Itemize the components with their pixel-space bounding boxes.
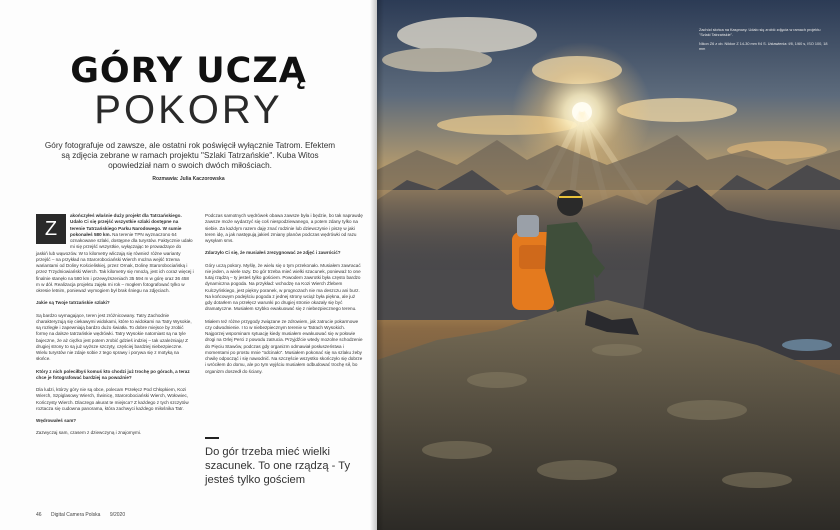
mountain-sunset-photo bbox=[377, 0, 840, 530]
page-folio bbox=[36, 512, 133, 518]
col2-paragraph-1: Podczas samotnych wędrówek obawa zawsze była i będzie, bo tak naprawdę zawsze może wydarzyć się coś niespodziewanego, a potem zdany tylko na siebie. Za każdym razem daję znać rodzinie lub dziewczynie i piszę w jaki teren idę, a jak następują jakieś zmiany planów podczas wędrówki od razu wysyłam sms. bbox=[205, 213, 363, 243]
left-page bbox=[0, 0, 377, 530]
question-1: Jakie są Twoje tatrzańskie szlaki? bbox=[36, 300, 110, 306]
article-title-line1: GÓRY UCZĄ bbox=[70, 51, 307, 91]
answer-3: Zazwyczaj sam, czasem z dziewczyną i znajomymi. bbox=[36, 430, 142, 436]
page-number: 46 bbox=[36, 512, 42, 518]
intro-question: akończyłeś właśnie duży projekt dla Tatrzańskiego. Udało Ci się przejść wszystkie szlaki dostępne na terenie Tatrzańskiego Parku Narodowego. W sumie pokonałeś 580 km. bbox=[70, 213, 182, 237]
question-4: Zdarzyło Ci się, że musiałeś zrezygnować ze zdjęć i zawrócić? bbox=[205, 250, 341, 256]
right-page-photo bbox=[377, 0, 840, 530]
text-column-1 bbox=[36, 213, 194, 443]
question-3: Wędrowałeś sam? bbox=[36, 418, 77, 423]
answer-4: Góry uczą pokory. Myślę, że wielu się o tym przekonało. Musiałem zawracać nie jeden, a wiele razy. Do gór trzeba mieć wielki szacunek, ponieważ to one tutaj rządzą – ty jesteś tylko gościem. Powodem zawrotki była często bardzo dynamiczna pogoda. Na przykład: wchodzę na Kozi Wierch Żlebem Kulczyńskiego, jest piękny poranek, w prognozach nie ma deszczu ani burz. Na końcowym podejściu pogoda z jednej strony wciąż była piękna, ale już gdy dotarłem na przełęcz warunki po drugiej stronie okazały się być dramatyczne. Musiałem szybko ewakuować się z niebezpiecznego terenu. bbox=[205, 262, 361, 312]
photo-caption bbox=[699, 28, 829, 56]
article-author bbox=[0, 176, 377, 182]
mountain-lake bbox=[782, 339, 832, 351]
magazine-name: Digital Camera Polska bbox=[50, 512, 101, 518]
question-2: Który z nich poleciłbyś komuś kto chodzi już trochę po górach, a teraz chce je fotografować bardziej na poważnie? bbox=[36, 368, 190, 380]
helmet bbox=[557, 190, 583, 216]
caption-text: Zachód słońca na Kasprowy. Udało się zrobić zdjęcia w ramach projektu "Szlaki Tatrzańskie". bbox=[699, 28, 821, 37]
drop-cap: Z bbox=[36, 214, 66, 244]
issue-number: 9/2020 bbox=[109, 512, 126, 518]
answer-1: Są bardzo wymagające, teren jest zróżnicowany. Tatry Zachodnie charakteryzują się ciekawymi widokami, które to widokami na Tatry Wysokie, są rozległe i zapewniają bardzo dużo światła. To dobre miejsce by zrobić formę na dalsze tatrzańskie wędrówki. Tatry Wysokie natomiast są na tyle bajeczne, że aż ciężko jest potem zrobić gdzieś indziej – tak uzależniają! Z drugiej strony to są już wyższe szczyty, częściej bardziej niebezpieczne. Wielu turystów nie zdaje sobie z tego sprawy i porywa się z motyką na słońce. bbox=[36, 312, 192, 362]
pull-quote-text: Do gór trzeba mieć wielki szacunek. To one rządzą - Ty jesteś tylko gościem bbox=[205, 446, 351, 486]
article-title-line2: POKORY bbox=[94, 88, 283, 132]
text-column-2 bbox=[205, 213, 363, 381]
pull-quote-rule bbox=[205, 437, 219, 439]
article-lead: Góry fotografuje od zawsze, ale ostatni rok poświęcił wyłącznie Tatrom. Efektem są zdjęcia zebrane w ramach projektu "Szlaki Tatrzańskie". Kuba Witos opowiedział nam o swoich dwóch miłościach. bbox=[44, 141, 336, 171]
answer-2: Dla ludzi, którzy góry nie są obce, polecam Przełęcz Pod Chłopkiem, Kozi Wierch, Szpiglasowy Wierch, Świnicę, Starorobociański Wierch, Wołowiec, Kończysty Wierch. Dlaczego akurat te miejsca? Z każdego z tych szczytów roztacza się cudowna panorama, która zachwyci każdego miłośnika Tatr. bbox=[36, 387, 189, 411]
author-label: Rozmawia: bbox=[152, 176, 179, 182]
intro-answer: Na terenie TPN wyznaczono 64 oznakowane szlaki, dostępne dla turystów. Faktycznie udało mi się przejść wszystkie, wyłączając te prowadzące do jaskiń lub wąwozów. W to kilometry wliczają się również różne warianty przejść – na przykład na Starorobociański Wierch można wejść trzema wariantami od Doliny Kościeliskiej, przez Ornak, Dolinę Starorobociańską i przez Trzydniowiański Wierch. Tak kilometry się mnożą, jest ich coraz więcej i finalnie stanęło na 580 km i przewyższeniach 35 594 m w górę oraz 36 458 m w dół. Realizacja projektu zajęła mi rok – mogłem fotografować tylko w okresie letnim, ponieważ wymogiem był brak śniegu na zdjęciach. bbox=[36, 231, 194, 293]
pull-quote bbox=[205, 437, 365, 487]
caption-exif: Nikon Z6 z ob. Nikkor Z 14-30 mm f/4 S. Ustawienia: f/8, 1/60 s, ISO 100, 18 mm bbox=[699, 42, 828, 51]
author-name: Julia Kaczorowska bbox=[179, 176, 225, 182]
answer-4b: Miałem też różne przygody związane ze zdrowiem, jak zatrucie pokarmowe czy odwodnienie. I to w niebezpiecznym terenie w Tatrach Wysokich. Najgorzej wspominam sytuację kiedy musiałem ewakuować się w połowie drogi na Orlej Perci z powodu zatrucia. Przyjdźcie wtedy mozolne schodzenie do Pięciu Stawów, podczas gdy organizm odmawiał posłuszeństwa i momentami po prostu mnie "odcinało". Musiałem pokonać się na szlaku żeby chwilę odpocząć i się nawodnić. Na szczęście wszystko skończyło się dobrze i wróciłem do domu, ale po tym wyjściu musiałem odbudować trochę sił, bo organizm doszedł do ściany. bbox=[205, 318, 363, 374]
